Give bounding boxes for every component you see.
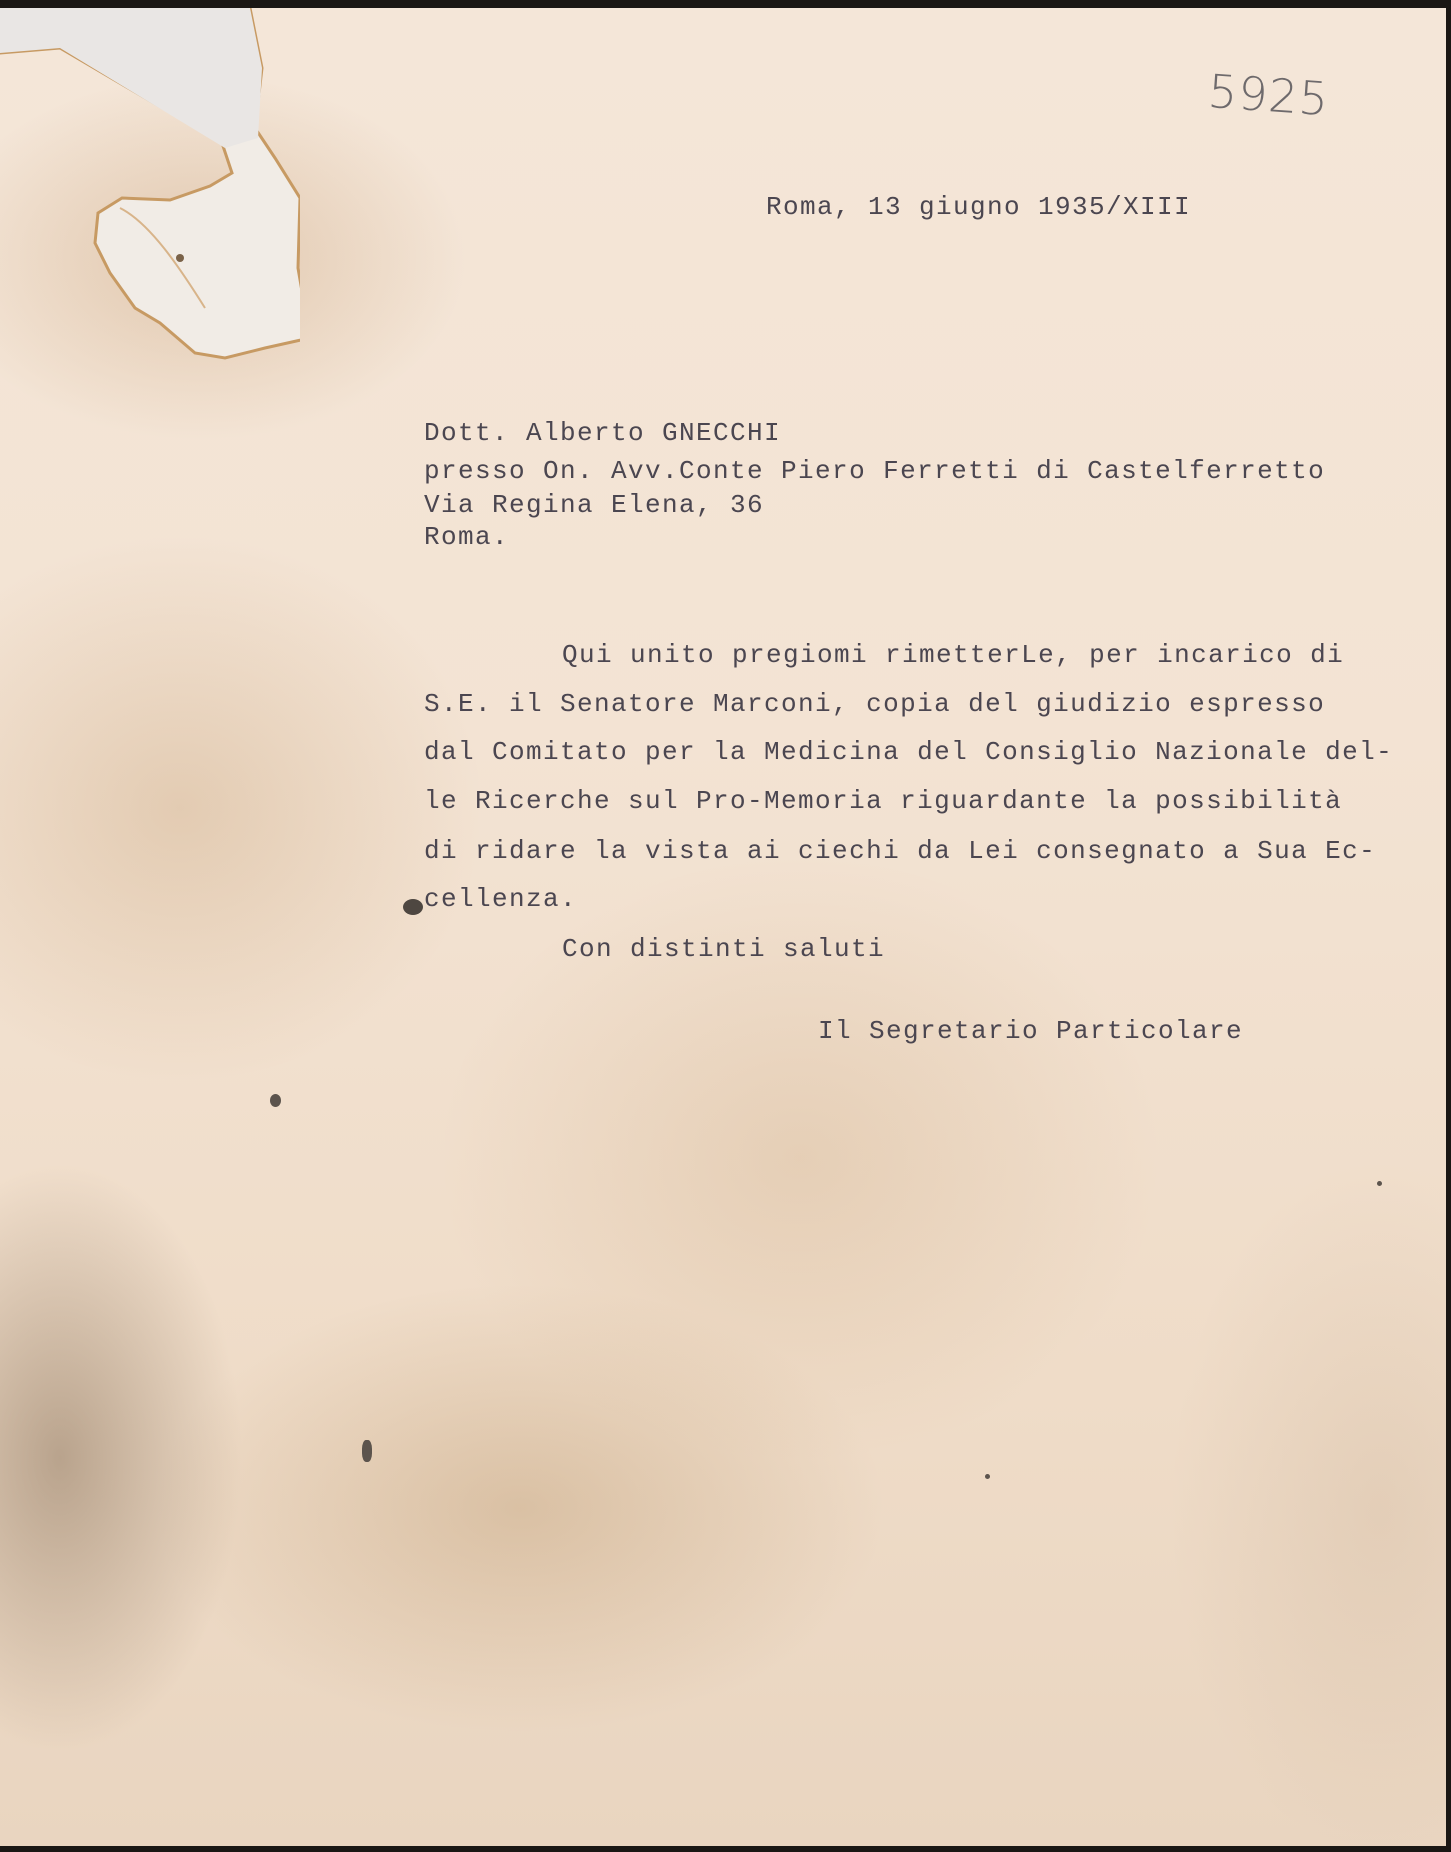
body-line: cellenza. xyxy=(424,884,578,914)
body-line: le Ricerche sul Pro-Memoria riguardante la possibilità xyxy=(424,786,1343,816)
body-line: Qui unito pregiomi rimetterLe, per incarico di xyxy=(562,640,1345,670)
body-line: dal Comitato per la Medicina del Consiglio Nazionale del- xyxy=(424,737,1394,767)
recipient-name: Dott. Alberto GNECCHI xyxy=(424,418,782,448)
recipient-street: Via Regina Elena, 36 xyxy=(424,490,765,520)
body-line: S.E. il Senatore Marconi, copia del giudizio espresso xyxy=(424,689,1326,719)
closing-line: Con distinti saluti xyxy=(562,934,886,964)
archive-number: 5925 xyxy=(1206,63,1331,127)
recipient-city: Roma. xyxy=(424,522,510,552)
recipient-care-of: presso On. Avv.Conte Piero Ferretti di Castelferretto xyxy=(424,456,1326,486)
ink-blot xyxy=(403,899,423,915)
signature-title: Il Segretario Particolare xyxy=(818,1016,1244,1046)
ink-spot xyxy=(362,1440,372,1462)
ink-spot xyxy=(1377,1181,1382,1186)
torn-corner-damage xyxy=(0,8,300,428)
body-line: di ridare la vista ai ciechi da Lei consegnato a Sua Ec- xyxy=(424,836,1377,866)
ink-spot xyxy=(985,1474,990,1479)
letter-page xyxy=(0,8,1446,1846)
date-line: Roma, 13 giugno 1935/XIII xyxy=(766,192,1192,222)
ink-spot xyxy=(270,1094,281,1107)
